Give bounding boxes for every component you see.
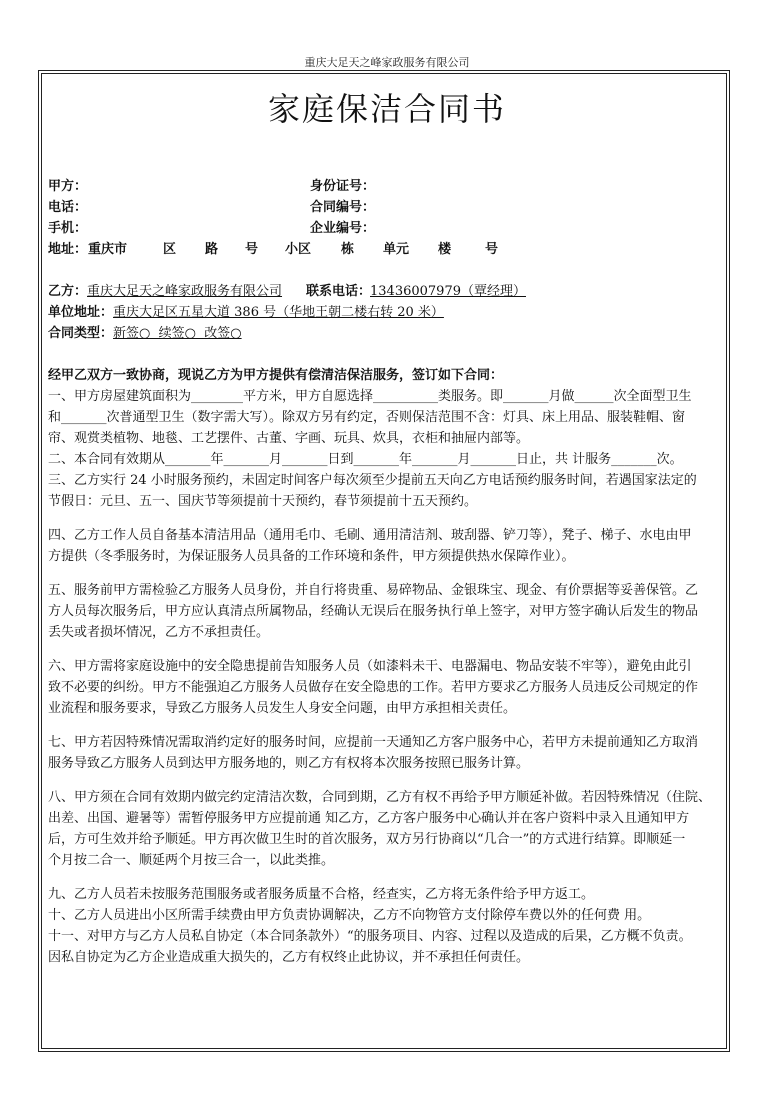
document-title: 家庭保洁合同书 xyxy=(267,90,506,128)
page-header: 重庆大足天之峰家政服务有限公司 xyxy=(304,56,470,69)
clause-1-line-2: 和_______次普通型卫生（数字需大写）。除双方另有约定，否则保洁范围不含：灯具、床上用品、服装鞋帽、窗 xyxy=(48,410,686,425)
party-b-name: 重庆大足天之峰家政服务有限公司 xyxy=(87,284,283,299)
party-a-phone-label: 电话： xyxy=(48,200,88,215)
clause-4-line-2: 方提供（冬季服务时，为保证服务人员具备的工作环境和条件，甲方须提供热水保障作业）。 xyxy=(48,549,575,564)
address-number: 号 xyxy=(245,242,259,257)
clause-7-line-1: 七、甲方若因特殊情况需取消约定好的服务时间，应提前一天通知乙方客户服务中心，若甲方未提前通知乙方取消 xyxy=(48,735,699,750)
clause-3-line-1: 三、乙方实行 24 小时服务预约，未固定时间客户每次须至少提前五天向乙方电话预约服务时间，若遇国家法定的 xyxy=(48,473,697,488)
clause-11-line-2: 因私自协定为乙方企业造成重大损失的，乙方有权终止此协议，并不承担任何责任。 xyxy=(48,950,530,965)
address-community: 小区 xyxy=(285,242,312,257)
clause-6-line-2: 致不必要的纠纷。甲方不能强迫乙方服务人员做存在安全隐患的工作。若甲方要求乙方服务人员违反公司规定的作 xyxy=(48,680,699,695)
clause-8-line-1: 八、甲方须在合同有效期内做完约定清洁次数，合同到期，乙方有权不再给予甲方顺延补做。若因特殊情况（住院、 xyxy=(48,790,712,805)
clause-1-line-3: 帘、观赏类植物、地毯、工艺摆件、古董、字画、玩具、炊具，衣柜和抽屉内部等。 xyxy=(48,431,530,446)
clause-10-line-1: 十、乙方人员进出小区所需手续费由甲方负责协调解决，乙方不向物管方支付除停车费以外的任何费 用。 xyxy=(48,908,651,923)
contract-type-options: 新签○ 续签○ 改签○ xyxy=(113,326,242,341)
address-building: 栋 xyxy=(341,242,355,257)
clause-5-line-1: 五、服务前甲方需检验乙方服务人员身份，并自行将贵重、易碎物品、金银珠宝、现金、有价票据等妥善保管。乙 xyxy=(48,583,699,598)
clause-11-line-1: 十一、对甲方与乙方人员私自协定（本合同条款外）“的服务项目、内容、过程以及造成的后果，乙方概不负责。 xyxy=(48,929,692,944)
contract-type-label: 合同类型： xyxy=(48,326,114,341)
clause-6-line-3: 业流程和服务要求，导致乙方服务人员发生人身安全问题，由甲方承担相关责任。 xyxy=(48,701,517,716)
party-b-contact: 13436007979（覃经理） xyxy=(370,284,526,299)
party-a-address-label: 地址： xyxy=(48,242,88,257)
party-a-name-label: 甲方： xyxy=(48,179,88,194)
clause-8-line-2: 出差、出国、避暑等）需暂停服务甲方应提前通 知乙方，乙方客户服务中心确认并在客户资料中录入且通知甲方 xyxy=(48,811,690,826)
address-city: 重庆市 xyxy=(88,242,128,257)
party-a-id-label: 身份证号： xyxy=(310,179,376,194)
party-b-address-label: 单位地址： xyxy=(48,305,114,320)
clause-5-line-3: 丢失或者损坏情况，乙方不承担责任。 xyxy=(48,625,270,640)
clause-1-line-1: 一、甲方房屋建筑面积为________平方米，甲方自愿选择__________类服务。即_______月做______次全面型卫生 xyxy=(48,389,692,404)
address-floor: 楼 xyxy=(438,242,452,257)
clause-6-line-1: 六、甲方需将家庭设施中的安全隐患提前告知服务人员（如漆料未干、电器漏电、物品安装不牢等），避免由此引 xyxy=(48,659,692,674)
address-district: 区 xyxy=(163,242,177,257)
contract-type-row xyxy=(48,323,728,344)
party-a-phone-row xyxy=(48,197,728,218)
party-a-enterprise-no-label: 企业编号： xyxy=(310,221,376,236)
party-a-name-row xyxy=(48,176,728,197)
party-a-mobile-row xyxy=(48,218,728,239)
party-a-contract-no-label: 合同编号： xyxy=(310,200,376,215)
clause-4-line-1: 四、乙方工作人员自备基本清洁用品（通用毛巾、毛刷、通用清洁剂、玻刮器、铲刀等），凳子、梯子、水电由甲 xyxy=(48,528,692,543)
address-road: 路 xyxy=(205,242,219,257)
clause-3-line-2: 节假日：元旦、五一、国庆节等须提前十天预约，春节须提前十五天预约。 xyxy=(48,494,478,509)
party-b-address: 重庆大足区五星大道 386 号（华地王朝二楼右转 20 米） xyxy=(113,305,444,320)
clause-8-line-4: 个月按二合一、顺延两个月按三合一，以此类推。 xyxy=(48,853,335,868)
clause-7-line-2: 服务导致乙方服务人员到达甲方服务地的，则乙方有权将本次服务按照已服务计算。 xyxy=(48,756,530,771)
intro-line: 经甲乙双方一致协商，现说乙方为甲方提供有偿清洁保洁服务，签订如下合同： xyxy=(48,368,504,383)
party-b-row xyxy=(48,281,728,302)
party-a-mobile-label: 手机： xyxy=(48,221,88,236)
party-b-address-row xyxy=(48,302,728,323)
clause-8-line-3: 后，方可生效并给予顺延。甲方再次做卫生时的首次服务，双方另行协商以“几合一”的方式进行结算。即顺延一 xyxy=(48,832,686,847)
clause-9-line-1: 九、乙方人员若未按服务范围服务或者服务质量不合格，经查实，乙方将无条件给予甲方返工。 xyxy=(48,887,595,902)
address-unit: 单元 xyxy=(383,242,410,257)
party-b-contact-label: 联系电话： xyxy=(306,284,372,299)
contract-body xyxy=(48,176,728,968)
party-b-label: 乙方： xyxy=(48,284,88,299)
clause-5-line-2: 方人员每次服务后，甲方应认真清点所属物品，经确认无误后在服务执行单上签字，对甲方签字确认后发生的物品 xyxy=(48,604,699,619)
address-room: 号 xyxy=(485,242,499,257)
party-a-address-row xyxy=(48,239,728,260)
clause-2-line-1: 二、本合同有效期从_______年_______月_______日到_______年_______月_______日止，共 计服务_______次。 xyxy=(48,452,683,467)
